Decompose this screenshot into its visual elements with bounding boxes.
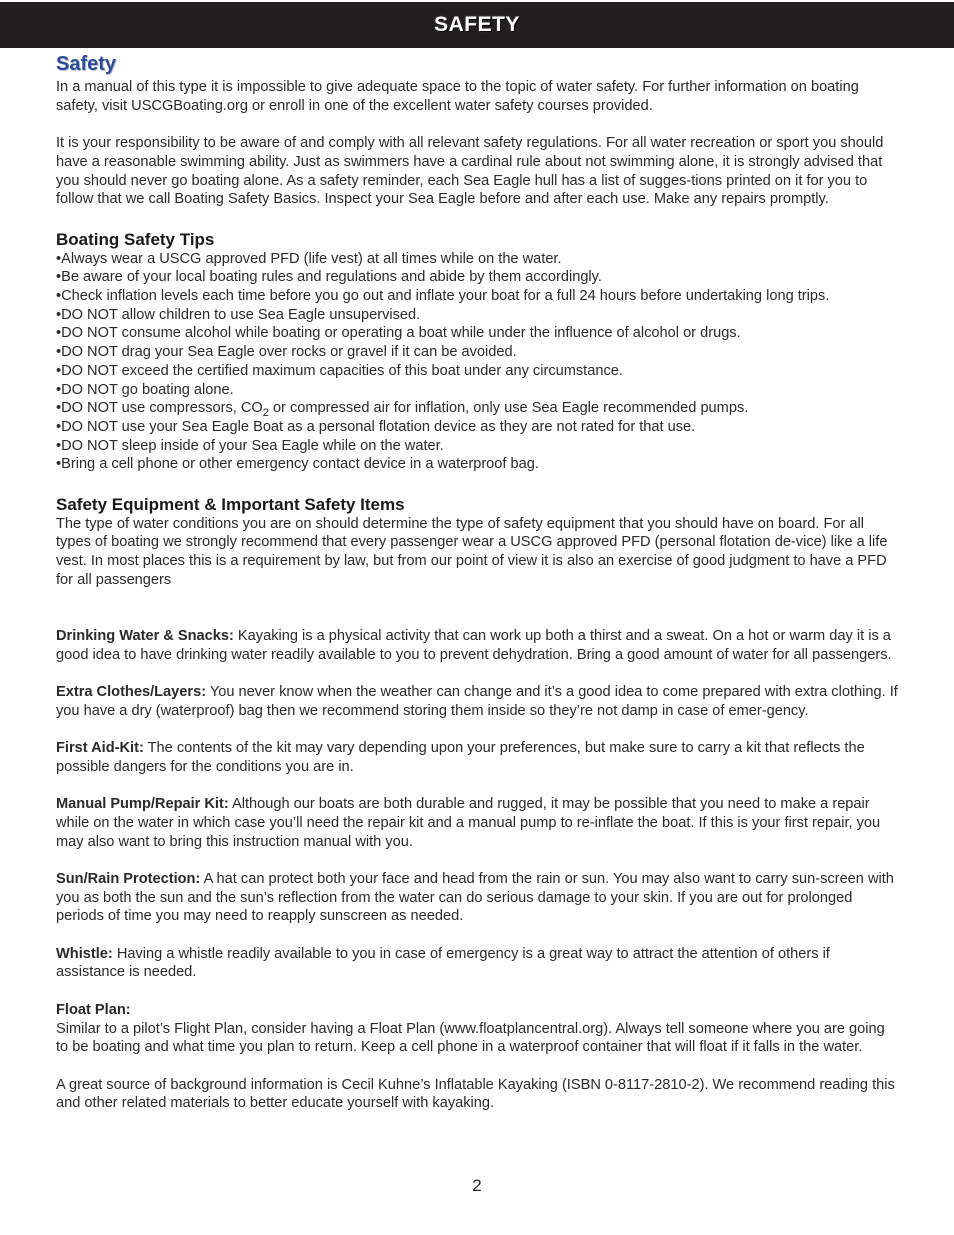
tip-item: • Always wear a USCG approved PFD (life vest) at all times while on the water. [56,250,898,269]
item-text: Although our boats are both durable and rugged, it may be possible that you need to make a repair while on the water in which case you’ll need the repair kit and a manual pump to re-inflate the boat. If this is your first repair, you may also want to bring this instruction manual with you. [56,796,881,850]
responsibility-paragraph: It is your responsibility to be aware of and comply with all relevant safety regulations. For all water recreation or sport you should have a reasonable swimming ability. Just as swimmers have a cardinal rule about not swimming alone, it is strongly advised that you should never go boating alone. As a safety reminder, each Sea Eagle hull has a list of sugges-tions printed on it for you to follow that we call Boating Safety Basics. Inspect your Sea Eagle before and after each use. Make any repairs promptly. [56,135,884,208]
safety-heading: Safety [56,53,117,75]
spacer [56,590,898,609]
item-text: The contents of the kit may vary depending upon your preferences, but make sure to carry a kit that reflects the possible dangers for the conditions you are in. [56,740,865,775]
tip-item: • Bring a cell phone or other emergency contact device in a waterproof bag. [56,455,898,474]
equipment-item-pump-repair [56,795,898,851]
spacer [56,777,898,796]
spacer [56,115,898,134]
boating-safety-tips-heading: Boating Safety Tips [56,229,215,249]
float-plan-title: Float Plan: [56,1001,131,1018]
item-title: Extra Clothes/Layers: [56,684,207,700]
co2-text-before: DO NOT use compressors, CO [61,400,263,417]
equipment-item-sun-rain [56,870,898,926]
item-text: Kayaking is a physical activity that can work up both a thirst and a sweat. On a hot or warm day it is a good idea to have drinking water readily available to you to prevent dehydration. Bring a good amount of water for all passengers. [56,627,892,663]
equipment-item-whistle [56,945,898,982]
item-title: First Aid-Kit: [56,740,144,757]
equipment-item-first-aid [56,739,898,776]
boating-safety-tips-list [56,250,898,474]
spacer [56,664,898,683]
spacer [56,474,898,493]
closing-paragraph: A great source of background information is Cecil Kuhne’s Inflatable Kayaking (ISBN 0-8117-2810-2). We recommend reading this and other related materials to better educate yourself with kayaking. [56,1076,895,1112]
banner-title: SAFETY [434,13,520,36]
spacer [56,209,898,228]
page-content [56,52,898,1113]
item-text: A hat can protect both your face and head from the rain or sun. You may also want to carry sun-screen with you as both the sun and the sun’s reflection from the water can do serious damage to your skin. If you are out for prolonged periods of time you may need to reapply sunscreen as needed. [56,870,894,925]
item-text: Having a whistle readily available to you in case of emergency is a great way to attract the attention of others if assistance is needed. [56,945,830,981]
tip-item: • DO NOT drag your Sea Eagle over rocks or gravel if it can be avoided. [56,343,898,362]
page-number: 2 [472,1176,482,1195]
spacer [56,982,898,1001]
item-title: Whistle: [56,945,113,962]
tip-item: • DO NOT sleep inside of your Sea Eagle while on the water. [56,437,898,456]
tip-item: • Check inflation levels each time before you go out and inflate your boat for a full 24 hours before undertaking long trips. [56,287,898,306]
tip-item: • DO NOT use your Sea Eagle Boat as a personal flotation device as they are not rated for that use. [56,418,898,437]
tip-item: • Be aware of your local boating rules and regulations and abide by them accordingly. [56,268,898,287]
tip-item: • DO NOT exceed the certified maximum capacities of this boat under any circumstance. [56,362,898,381]
spacer [56,851,898,870]
item-title: Manual Pump/Repair Kit: [56,796,229,813]
item-text: You never know when the weather can change and it’s a good idea to come prepared with extra clothing. If you have a dry (waterproof) bag then we recommend storing them inside so they’re not damp in case of emer-gency. [56,684,898,719]
tip-item: • DO NOT go boating alone. [56,381,898,400]
co2-subscript: 2 [262,407,269,420]
equipment-item-extra-clothes [56,683,898,720]
equipment-item-drinking-water [56,627,898,664]
tip-item: • DO NOT allow children to use Sea Eagle unsupervised. [56,306,898,325]
item-title: Drinking Water & Snacks: [56,627,234,644]
spacer [56,720,898,739]
co2-text-after: or compressed air for inflation, only use Sea Eagle recommended pumps. [268,400,749,417]
spacer [56,926,898,945]
page-banner [0,2,954,48]
item-title: Sun/Rain Protection: [56,870,201,887]
float-plan-text: Similar to a pilot’s Flight Plan, consider having a Float Plan (www.floatplancentral.org). Always tell someone where you are going to be boating and what time you plan to return. Keep a cell phone in a waterproof container that will float if it falls in the water. [56,1020,885,1056]
tip-item: • DO NOT consume alcohol while boating or operating a boat while under the influence of alcohol or drugs. [56,324,898,343]
safety-equipment-heading: Safety Equipment & Important Safety Items [56,494,405,514]
spacer [56,608,898,627]
equipment-intro-paragraph: The type of water conditions you are on should determine the type of safety equipment that you should have on board. For all types of boating we strongly recommend that every passenger wear a USCG approved PFD (personal flotation de-vice) like a life vest. In most places this is a requirement by law, but from our point of view it is also an exercise of good judgment to have a PFD for all passengers [56,515,888,588]
safety-intro-paragraph: In a manual of this type it is impossible to give adequate space to the topic of water safety. For further information on boating safety, visit USCGBoating.org or enroll in one of the excellent water safety courses provided. [56,79,859,114]
tip-item-co2 [56,399,898,418]
spacer [56,1057,898,1076]
